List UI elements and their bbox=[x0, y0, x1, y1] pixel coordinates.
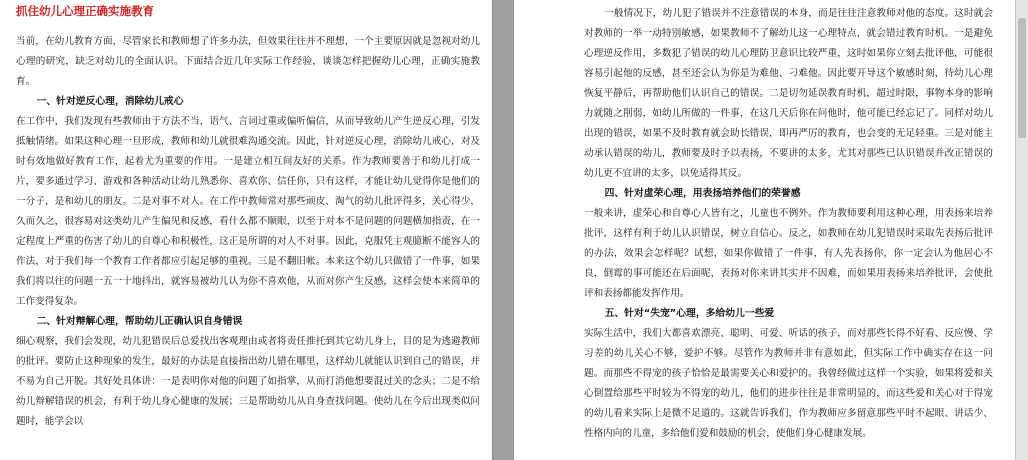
document-page-right bbox=[514, 0, 1015, 460]
section-heading-5: 五、针对“失宠”心理，多给幼儿一些爱 bbox=[604, 308, 775, 319]
document-title: 抓住幼儿心理正确实施教育 bbox=[16, 4, 154, 18]
section-4-paragraph: 一般来讲，虚荣心和自尊心人皆有之，儿童也不例外。作为教师要利用这种心理，用表扬来培养批评，这样有利于幼儿认识错误，树立自信心。反之，如教师在幼儿犯错误时采取先表扬后批评的办法，效果会怎样呢？试想，如果你做错了一件事，有人先表扬你，你一定会认为他居心不良，倒霉的事可能还在后面呢，表扬对你来讲其实并不因难，而如果用表扬来培养批评，会使批评和表扬都能发挥作用。 bbox=[584, 208, 993, 299]
section-1-paragraph: 在工作中，我们发现有些教师由于方法不当，语气、言词过重或偏听偏信，从而导致幼儿产生逆反心理，引发抵触情绪。如果这种心理一旦形成，教师和幼儿就很难沟通交流。因此，针对逆反心理，消除幼儿戒心，对及时有效地做好教育工作，起着尤为重要的作用。一是建立相互间友好的关系。作为教师要善于和幼儿打成一片，要多通过学习、游戏和各种活动让幼儿熟悉你、喜欢你、信任你，只有这样，才能让幼儿觉得你是他们的一分子，是和幼儿的朋友。二是对事不对人。在工作中教师常对那些顽皮、淘气的幼儿批评得多，关心得少，久而久之，很容易对这类幼儿产生偏见和反感，看什么都不顺眼，以至于对本不是问题的问题横加指责，在一定程度上严重的伤害了幼儿的自尊心和积极性，这正是所谓的对人不对事。因此，克服凭主观臆断不能容人的作法，对于我们每一个教育工作者都应引起足够的重视。三是不翻旧帐。本来这个幼儿只做错了一件事，如果我们将以往的问题一五一十地抖出，就容易被幼儿认为你不喜欢他，从而对你产生反感，这样会使本来简单的工作变得复杂。 bbox=[16, 116, 480, 307]
section-heading-4: 四、针对虚荣心理，用表扬培养他们的荣誉感 bbox=[604, 188, 801, 199]
section-heading-1: 一、针对逆反心理，消除幼儿戒心 bbox=[36, 96, 184, 107]
document-page-left bbox=[0, 0, 492, 460]
scrollbar-thumb[interactable] bbox=[1018, 18, 1026, 138]
section-2-paragraph: 细心观察，我们会发现，幼儿犯错误后总爱找出客观理由或者将责任推托到其它幼儿身上，目的是为逃避教师的批评。要防止这种现象的发生，最好的办法是直接指出幼儿错在哪里，这样幼儿就能认识到自己的错误，并不易为自己开脱。其好处具体讲：一是表明你对他的问题了如指掌，从而打消他想要混过关的念头；二是不给幼儿辩解错误的机会，有利于幼儿身心健康的发展；三是帮助幼儿从自身查找问题。使幼儿在今后出现类似问题时，能学会以 bbox=[16, 336, 480, 427]
section-5-paragraph: 实际生活中，我们大都喜欢漂亮、聪明、可爱、听话的孩子，而对那些长得不好看、反应慢、学习差的幼儿关心不够，爱护不够。尽管作为教师并非有意如此，但实际工作中确实存在这一问题。而那些不得宠的孩子恰恰是最需要关心和爱护的。我曾经做过这样一个实验，如果将爱和关心倒置给那些平时较为不得宠的幼儿，他们的进步往往是非常明显的，而这些爱和关心对于得宠的幼儿看来实际上是微不足道的。这就告诉我们，作为教师应多留意那些平时不起眼、讲话少、性格内向的儿童，多给他们爱和鼓励的机会，使他们身心健康发展。 bbox=[584, 328, 993, 439]
intro-paragraph: 当前，在幼儿教育方面，尽管家长和教师想了许多办法，但效果往往并不理想，一个主要原因就是忽视对幼儿心理的研究，缺乏对幼儿的全面认识。下面结合近几年实际工作经验，谈谈怎样把握幼儿心理，正确实施教育。 bbox=[16, 36, 480, 87]
vertical-scrollbar[interactable] bbox=[1015, 0, 1028, 460]
section-heading-2: 二、针对辩解心理，帮助幼儿正确认识自身错误 bbox=[36, 316, 243, 327]
section-3-continued-paragraph: 一般情况下，幼儿犯了错误并不注意错误的本身，而是往往注意教师对他的态度。这时就会对教师的一举一动特别敏感，如果教师不了解幼儿这一心理特点，就会错过教育时机。一是避免心理逆反作用，多数犯了错误的幼儿心理防卫意识比较严重，这时如果你立刻去批评他，可能很容易引起他的反感，甚至还会认为你是为难他、刁难他。因此要开导这个敏感时刻，待幼儿心理恢复平静后，再帮助他们认识自己的错误。二是切勿延误教育时机，超过时限，事物本身的影响力就随之削弱，如幼儿所做的一件事，在这几天后你在问他时，他可能已经忘记了。同样对幼儿出现的错误，如果不及时教育就会助长错误，即再严厉的教育，也会变的无足轻重。三是对能主动承认错误的幼儿，教师要及时予以表扬，不要讲的太多，尤其对那些已认识错误并改正错误的幼儿更不宜讲的太多，以免适得其反。 bbox=[584, 8, 993, 179]
page-edge-left bbox=[492, 0, 493, 460]
